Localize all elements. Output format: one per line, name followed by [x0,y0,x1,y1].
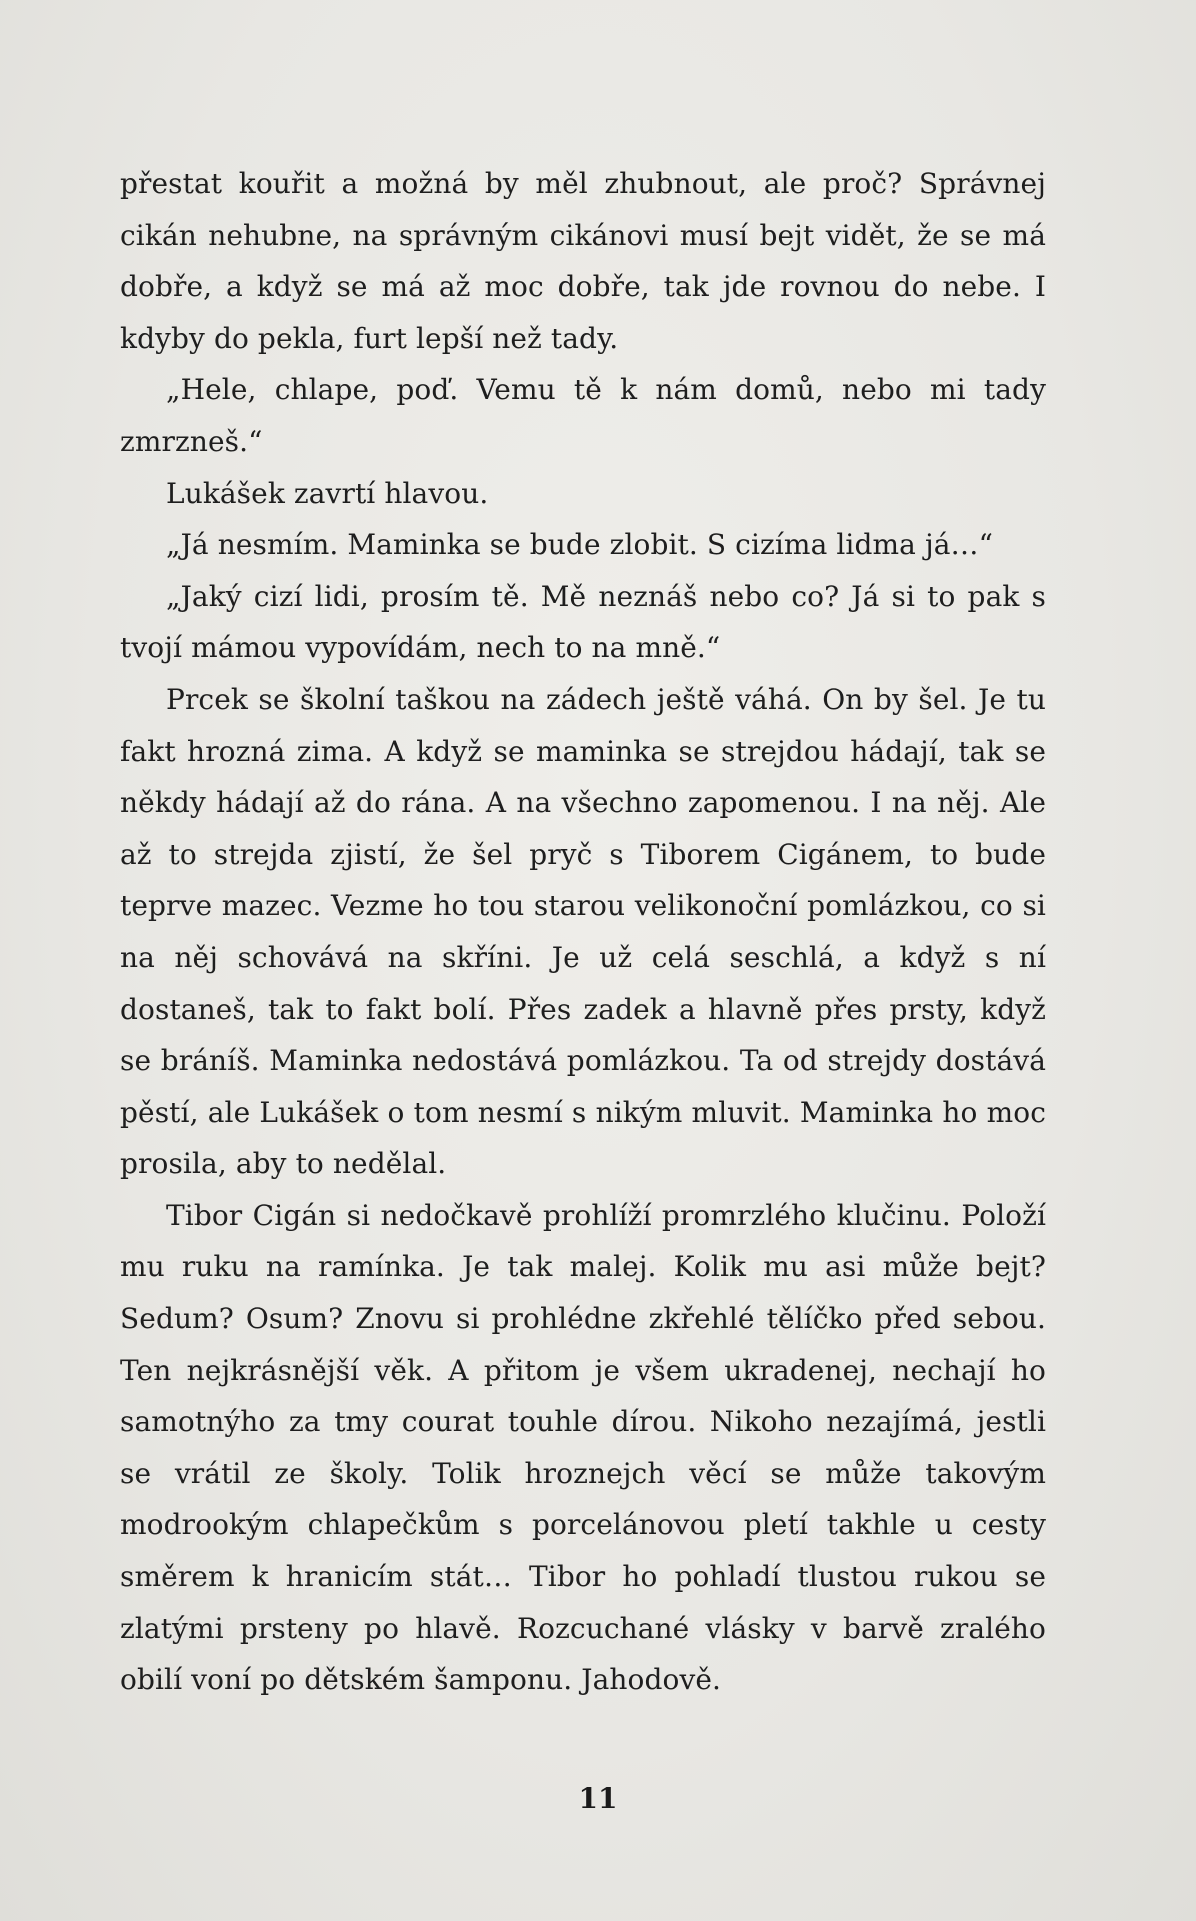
page-body-text [120,158,1046,1706]
paragraph-2: „Hele, chlape, poď. Vemu tě k nám domů, nebo mi tady zmrzneš.“ [120,373,1046,458]
paragraph-6: Prcek se školní taškou na zádech ještě váhá. On by šel. Je tu fakt hrozná zima. A když se maminka se strejdou hádají, tak se někdy hádají až do rána. A na všechno zapomenou. I na něj. Ale až to strejda zjistí, že šel pryč s Tiborem Cigánem, to bude teprve mazec. Vezme ho tou starou velikonoční pomlázkou, co si na něj schovává na skříni. Je už celá seschlá, a když s ní dostaneš, tak to fakt bolí. Přes zadek a hlavně přes prsty, když se bráníš. Maminka nedostává pomlázkou. Ta od strejdy dostává pěstí, ale Lukášek o tom nesmí s nikým mluvit. Maminka ho moc prosila, aby to nedělal. [120,682,1046,1181]
paragraph-3: Lukášek zavrtí hlavou. [166,476,489,510]
paragraph-4: „Já nesmím. Maminka se bude zlobit. S cizíma lidma já…“ [166,528,994,562]
paragraph-7: Tibor Cigán si nedočkavě prohlíží promrzlého klučinu. Položí mu ruku na ramínka. Je tak malej. Kolik mu asi může bejt? Sedum? Osum? Znovu si prohlédne zkřehlé tělíčko před sebou. Ten nejkrásnější věk. A přitom je všem ukradenej, nechají ho samotnýho za tmy courat touhle dírou. Nikoho nezajímá, jestli se vrátil ze školy. Tolik hroznejch věcí se může takovým modrookým chlapečkům s porcelánovou pletí takhle u cesty směrem k hranicím stát… Tibor ho pohladí tlustou rukou se zlatými prsteny po hlavě. Rozcuchané vlásky v barvě zralého obilí voní po dětském šamponu. Jahodově. [120,1198,1046,1697]
page-number: 11 [578,1782,618,1815]
paragraph-1: přestat kouřit a možná by měl zhubnout, ale proč? Správnej cikán nehubne, na správným cikánovi musí bejt vidět, že se má dobře, a když se má až moc dobře, tak jde rovnou do nebe. I kdyby do pekla, furt lepší než tady. [120,167,1046,355]
paragraph-5: „Jaký cizí lidi, prosím tě. Mě neznáš nebo co? Já si to pak s tvojí mámou vypovídám, nech to na mně.“ [120,579,1046,665]
